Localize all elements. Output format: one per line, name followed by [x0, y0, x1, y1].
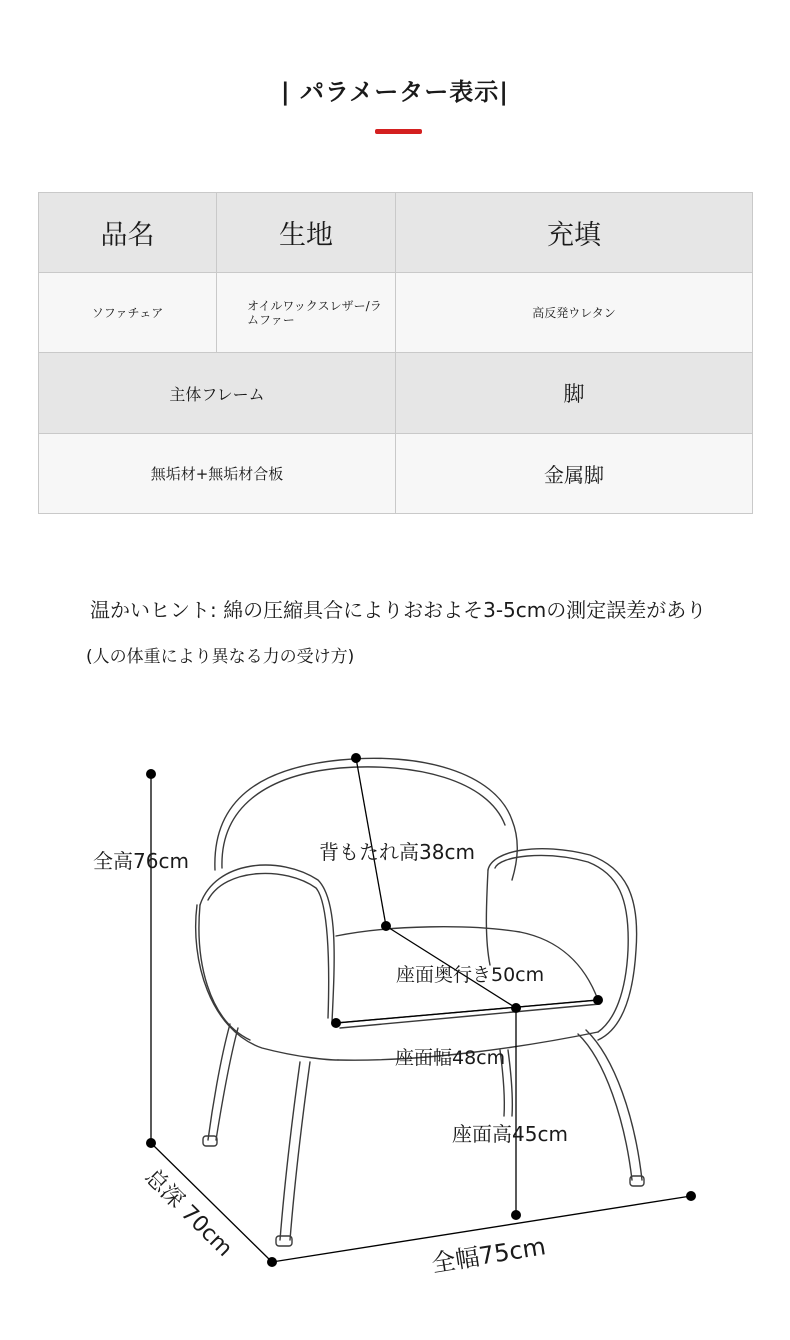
hint-subtext: (人の体重により異なる力の受け方) [86, 647, 355, 667]
header-frame: 主体フレーム [39, 353, 396, 434]
value-filling: 高反発ウレタン [396, 273, 753, 353]
back-height-label: 背もたれ高38cm [319, 840, 475, 864]
table-row [39, 193, 753, 273]
dimension-point [146, 769, 156, 779]
chair-dimension-diagram [0, 740, 790, 1300]
seat-width-line [336, 1000, 598, 1023]
total-height-label: 全高76cm [93, 849, 189, 873]
header-filling: 充填 [396, 193, 753, 273]
total-width-label: 全幅75cm [429, 1232, 548, 1278]
value-frame: 無垢材+無垢材合板 [39, 434, 396, 514]
title-underline [375, 129, 422, 134]
value-product-name: ソファチェア [39, 273, 217, 353]
seat-height-label: 座面高45cm [452, 1122, 568, 1146]
table-row [39, 434, 753, 514]
dimension-point [511, 1003, 521, 1013]
hint-text: 温かいヒント: 綿の圧縮具合によりおおよそ3-5cmの測定誤差があり [90, 598, 707, 622]
dimension-point [331, 1018, 341, 1028]
dimension-point [381, 921, 391, 931]
table-row [39, 273, 753, 353]
total-depth-label: 总深 70cm [139, 1164, 237, 1262]
page-title: | パラメーター表示| [280, 78, 510, 106]
dimension-lines [151, 758, 691, 1262]
seat-depth-label: 座面奥行き50cm [396, 964, 545, 986]
table-row [39, 353, 753, 434]
value-legs: 金属脚 [396, 434, 753, 514]
dimension-point [686, 1191, 696, 1201]
dimension-point [593, 995, 603, 1005]
parameters-table [38, 192, 753, 514]
header-legs: 脚 [396, 353, 753, 434]
seat-width-label: 座面幅48cm [395, 1047, 506, 1069]
dimension-point [146, 1138, 156, 1148]
dimension-point [511, 1210, 521, 1220]
value-fabric: オイルワックスレザー/ラムファー [217, 273, 396, 353]
header-product-name: 品名 [39, 193, 217, 273]
dimension-point [267, 1257, 277, 1267]
header-fabric: 生地 [217, 193, 396, 273]
dimension-point [351, 753, 361, 763]
